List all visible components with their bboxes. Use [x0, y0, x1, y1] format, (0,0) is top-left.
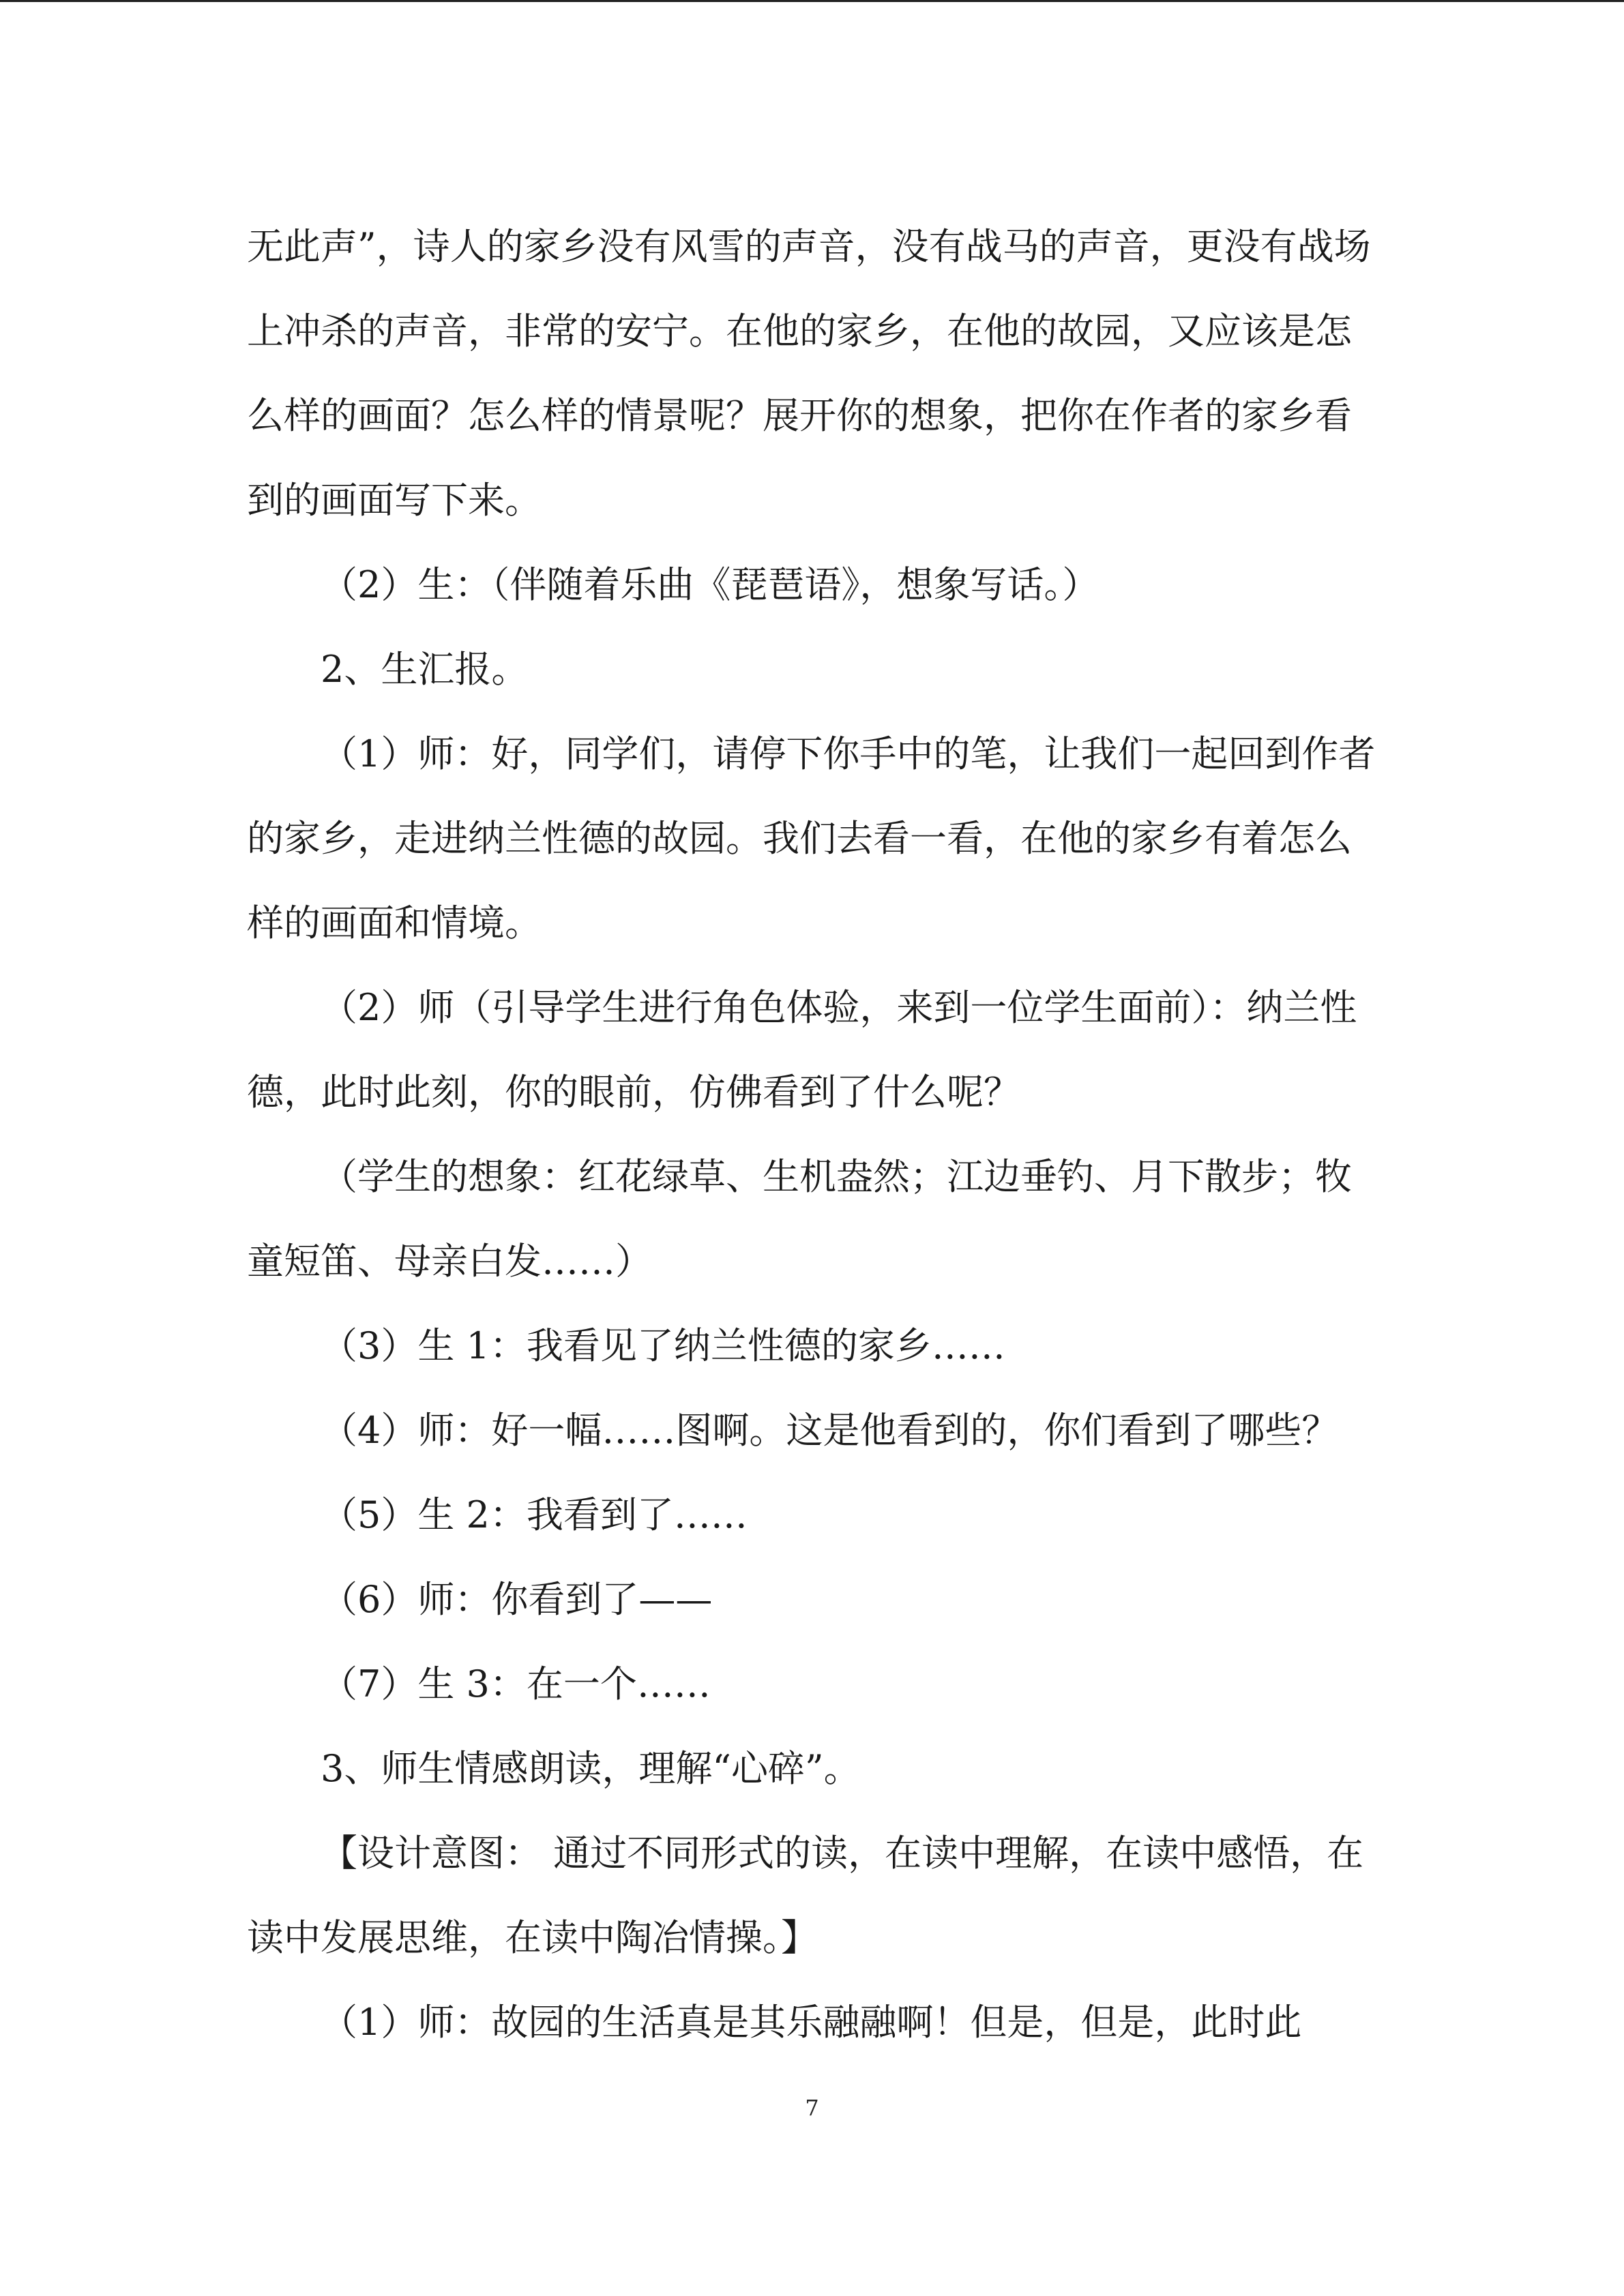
paragraph-teacher-1: （1）师：好，同学们，请停下你手中的笔，让我们一起回到作者的家乡，走进纳兰性德的故园。我们去看一看，在他的家乡有着怎么样的画面和情境。 [247, 732, 1376, 944]
page-number: 7 [805, 2095, 819, 2121]
paragraph-teacher-6: （6）师：你看到了—— [321, 1578, 713, 1621]
body-text [247, 205, 1379, 2065]
paragraph-student-3: （7）生 3：在一个…… [321, 1663, 711, 1705]
top-border-line [0, 0, 1624, 2]
paragraph-student-report-heading: 2、生汇报。 [321, 648, 529, 691]
paragraph-student-1: （3）生 1：我看见了纳兰性德的家乡…… [321, 1324, 1005, 1367]
paragraph-teacher-final: （1）师：故园的生活真是其乐融融啊！但是，但是，此时此 [321, 2001, 1302, 2044]
paragraph-student-imagination: （学生的想象：红花绿草、生机盎然；江边垂钓、月下散步；牧童短笛、母亲白发……） [247, 1155, 1352, 1283]
paragraph-reading-heading: 3、师生情感朗读，理解“心碎”。 [321, 1747, 861, 1790]
paragraph-continuation: 无此声”，诗人的家乡没有风雪的声音，没有战马的声音，更没有战场上冲杀的声音，非常的安宁。在他的家乡，在他的故园，又应该是怎么样的画面？怎么样的情景呢？展开你的想象，把你在作者的家乡看到的画面写下来。 [247, 225, 1371, 522]
paragraph-design-intent: 【设计意图： 通过不同形式的读，在读中理解，在读中感悟，在读中发展思维，在读中陶冶情操。】 [247, 1832, 1364, 1959]
paragraph-teacher-2: （2）师（引导学生进行角色体验，来到一位学生面前）：纳兰性德，此时此刻，你的眼前，仿佛看到了什么呢？ [247, 986, 1357, 1114]
paragraph-student-writing: （2）生：（伴随着乐曲《琵琶语》，想象写话。） [321, 563, 1099, 606]
paragraph-student-2: （5）生 2：我看到了…… [321, 1493, 748, 1536]
paragraph-teacher-4: （4）师：好一幅……图啊。这是他看到的，你们看到了哪些？ [321, 1409, 1339, 1452]
